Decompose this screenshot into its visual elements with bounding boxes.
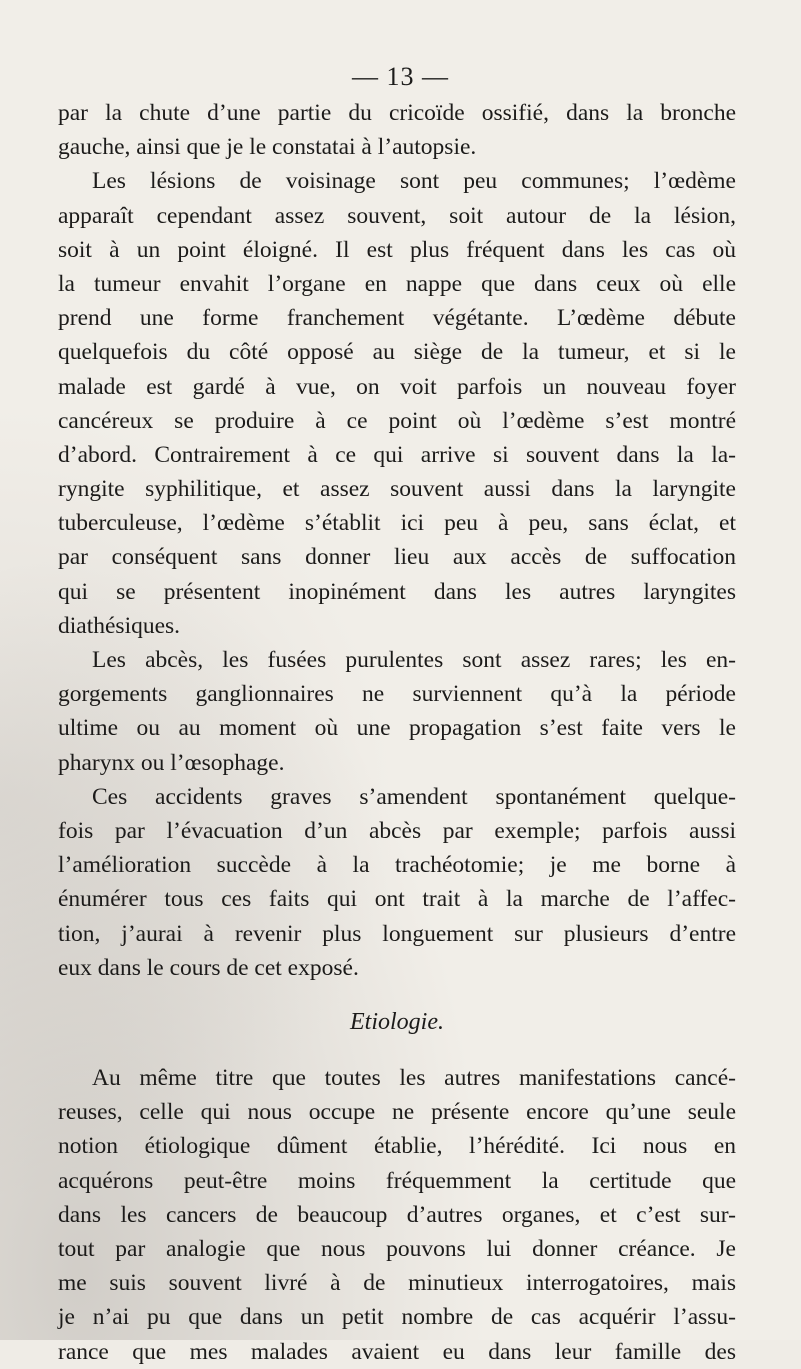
paragraph-continuation — [58, 96, 736, 164]
text-line: tion, j’aurai à revenir plus longuement sur plusieurs d’entre — [58, 920, 736, 947]
text-line: gorgements ganglionnaires ne surviennent qu’à la période — [58, 681, 736, 708]
text-line: par conséquent sans donner lieu aux accès de suffocation — [58, 544, 736, 571]
text-line: Les abcès, les fusées purulentes sont assez rares; les en- — [92, 647, 736, 673]
text-line: tuberculeuse, l’œdème s’établit ici peu à peu, sans éclat, et — [58, 510, 736, 537]
paragraph-abces — [58, 643, 736, 780]
text-line: gauche, ainsi que je le constatai à l’autopsie. — [58, 134, 477, 161]
text-line: d’abord. Contrairement à ce qui arrive si souvent dans la la- — [58, 441, 736, 468]
body-text — [58, 96, 736, 1369]
text-line: notion étiologique dûment établie, l’hérédité. Ici nous en — [58, 1133, 736, 1160]
text-line: rance que mes malades avaient eu dans leur famille des — [58, 1338, 736, 1365]
paragraph-lesions — [58, 164, 736, 643]
text-line: cancéreux se produire à ce point où l’œdème s’est montré — [58, 407, 736, 434]
text-line: apparaît cependant assez souvent, soit autour de la lésion, — [58, 202, 736, 229]
text-line: malade est gardé à vue, on voit parfois un nouveau foyer — [58, 373, 736, 400]
text-line: prend une forme franchement végétante. L’œdème débute — [58, 305, 736, 332]
text-line: l’amélioration succède à la trachéotomie; je me borne à — [58, 852, 736, 879]
text-line: Les lésions de voisinage sont peu communes; l’œdème — [92, 168, 736, 195]
text-line: diathésiques. — [58, 612, 181, 639]
text-line: Au même titre que toutes les autres manifestations cancé- — [92, 1065, 736, 1092]
text-line: je n’ai pu que dans un petit nombre de cas acquérir l’assu- — [58, 1304, 736, 1331]
section-heading: Etiologie. — [350, 1008, 444, 1035]
text-line: quelquefois du côté opposé au siège de la tumeur, et si le — [58, 339, 736, 366]
text-line: eux dans le cours de cet exposé. — [58, 954, 359, 981]
text-line: acquérons peut-être moins fréquemment la certitude que — [58, 1167, 736, 1194]
text-line: par la chute d’une partie du cricoïde ossifié, dans la bronche — [58, 100, 736, 126]
text-line: dans les cancers de beaucoup d’autres organes, et c’est sur- — [58, 1201, 736, 1228]
text-line: tout par analogie que nous pouvons lui donner créance. Je — [58, 1236, 736, 1262]
text-line: pharynx ou l’œsophage. — [58, 749, 285, 776]
text-line: fois par l’évacuation d’un abcès par exemple; parfois aussi — [58, 817, 736, 844]
page-number: — 13 — — [352, 62, 449, 91]
text-line: ultime ou au moment où une propagation s’est faite vers le — [58, 715, 736, 742]
paragraph-accidents — [58, 780, 736, 985]
text-line: Ces accidents graves s’amendent spontanément quelque- — [92, 783, 736, 810]
text-line: me suis souvent livré à de minutieux interrogatoires, mais — [58, 1270, 736, 1297]
text-line: ryngite syphilitique, et assez souvent aussi dans la laryngite — [58, 476, 736, 503]
paragraph-etiologie — [58, 1061, 736, 1369]
text-line: reuses, celle qui nous occupe ne présente encore qu’une seule — [58, 1099, 736, 1126]
text-line: qui se présentent inopinément dans les autres laryngites — [58, 578, 736, 605]
text-line: la tumeur envahit l’organe en nappe que dans ceux où elle — [58, 270, 736, 297]
text-line: énumérer tous ces faits qui ont trait à la marche de l’affec- — [58, 886, 736, 913]
text-line: soit à un point éloigné. Il est plus fréquent dans les cas où — [58, 236, 736, 263]
